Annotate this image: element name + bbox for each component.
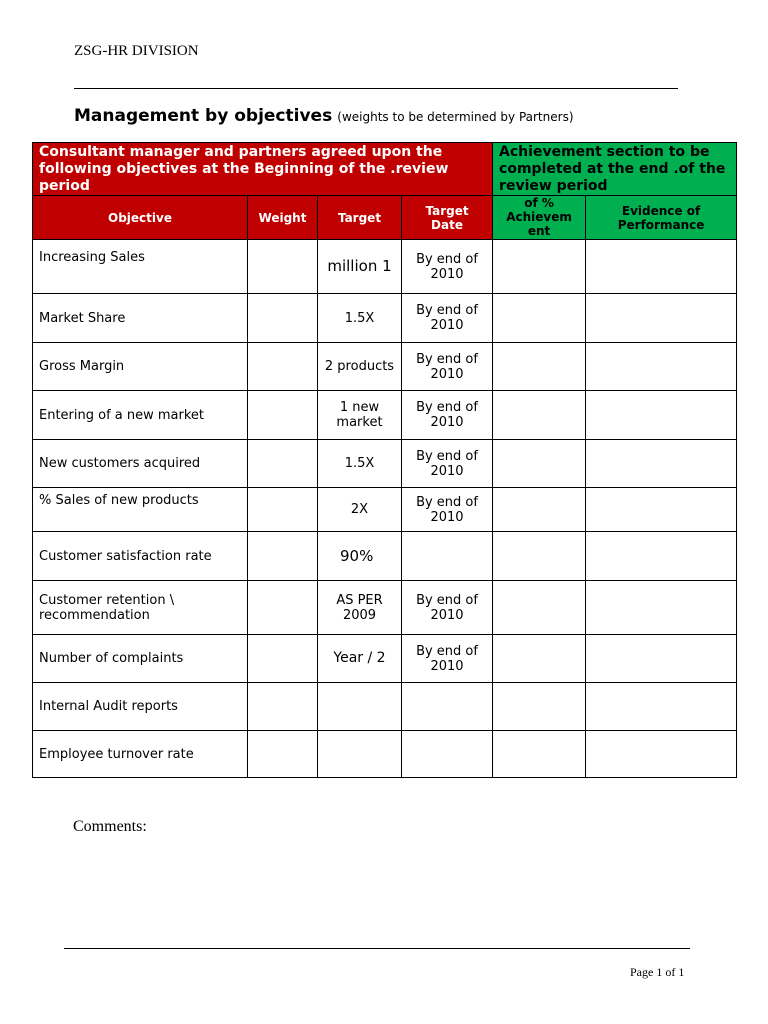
target-cell — [318, 731, 402, 778]
division-header: ZSG-HR DIVISION — [74, 43, 199, 59]
achievement-cell[interactable] — [493, 294, 586, 343]
achievement-cell[interactable] — [493, 240, 586, 294]
evidence-cell[interactable] — [586, 635, 737, 683]
page-title — [74, 106, 574, 126]
agreed-objectives-section: Consultant manager and partners agreed upon the following objectives at the Beginning of the .review period — [33, 143, 493, 196]
target-date-cell: By end of 2010 — [402, 240, 493, 294]
evidence-cell[interactable] — [586, 391, 737, 440]
objective-cell: Entering of a new market — [33, 391, 248, 440]
target-cell: 2 products — [318, 343, 402, 391]
weight-cell[interactable] — [248, 635, 318, 683]
evidence-cell[interactable] — [586, 240, 737, 294]
weight-cell[interactable] — [248, 532, 318, 581]
target-date-cell — [402, 532, 493, 581]
col-header-evidence: Evidence of Performance — [586, 196, 737, 240]
table-row — [33, 240, 737, 294]
table-row — [33, 440, 737, 488]
evidence-cell[interactable] — [586, 532, 737, 581]
evidence-cell[interactable] — [586, 683, 737, 731]
objective-cell: Number of complaints — [33, 635, 248, 683]
target-cell: Year / 2 — [318, 635, 402, 683]
weight-cell[interactable] — [248, 294, 318, 343]
target-date-cell: By end of 2010 — [402, 635, 493, 683]
weight-cell[interactable] — [248, 343, 318, 391]
col-header-target: Target — [318, 196, 402, 240]
achievement-cell[interactable] — [493, 532, 586, 581]
achievement-cell[interactable] — [493, 635, 586, 683]
target-date-cell: By end of 2010 — [402, 391, 493, 440]
achievement-cell[interactable] — [493, 683, 586, 731]
objective-cell: Customer satisfaction rate — [33, 532, 248, 581]
col-header-target-date: Target Date — [402, 196, 493, 240]
col-header-weight: Weight — [248, 196, 318, 240]
weight-cell[interactable] — [248, 683, 318, 731]
page-number: Page 1 of 1 — [630, 965, 685, 979]
target-cell: 1.5X — [318, 440, 402, 488]
table-row — [33, 391, 737, 440]
title-subtitle: (weights to be determined by Partners) — [337, 110, 574, 124]
weight-cell[interactable] — [248, 488, 318, 532]
evidence-cell[interactable] — [586, 581, 737, 635]
col-header-objective: Objective — [33, 196, 248, 240]
evidence-cell[interactable] — [586, 731, 737, 778]
target-cell: AS PER 2009 — [318, 581, 402, 635]
weight-cell[interactable] — [248, 581, 318, 635]
achievement-cell[interactable] — [493, 581, 586, 635]
objective-cell: Employee turnover rate — [33, 731, 248, 778]
achievement-cell[interactable] — [493, 343, 586, 391]
target-date-cell: By end of 2010 — [402, 440, 493, 488]
table-row — [33, 532, 737, 581]
table-row — [33, 343, 737, 391]
target-cell: 2X — [318, 488, 402, 532]
target-cell: 1.5X — [318, 294, 402, 343]
evidence-cell[interactable] — [586, 343, 737, 391]
footer-rule — [64, 948, 690, 949]
target-cell — [318, 683, 402, 731]
weight-cell[interactable] — [248, 391, 318, 440]
weight-cell[interactable] — [248, 240, 318, 294]
achievement-section: Achievement section to be completed at the end .of the review period — [493, 143, 737, 196]
target-date-cell: By end of 2010 — [402, 581, 493, 635]
title-main: Management by objectives — [74, 106, 333, 126]
objective-cell: % Sales of new products — [33, 488, 248, 532]
table-row — [33, 488, 737, 532]
weight-cell[interactable] — [248, 731, 318, 778]
table-row — [33, 683, 737, 731]
table-row — [33, 294, 737, 343]
target-date-cell: By end of 2010 — [402, 294, 493, 343]
target-date-cell: By end of 2010 — [402, 488, 493, 532]
achievement-cell[interactable] — [493, 440, 586, 488]
col-header-achievement: of % Achievem ent — [493, 196, 586, 240]
achievement-cell[interactable] — [493, 731, 586, 778]
objective-cell: Gross Margin — [33, 343, 248, 391]
objective-cell: New customers acquired — [33, 440, 248, 488]
comments-label: Comments: — [73, 818, 147, 835]
objective-cell: Increasing Sales — [33, 240, 248, 294]
achievement-cell[interactable] — [493, 391, 586, 440]
target-cell: 90% — [318, 532, 402, 581]
objective-cell: Customer retention \ recommendation — [33, 581, 248, 635]
target-cell: million 1 — [318, 240, 402, 294]
achievement-cell[interactable] — [493, 488, 586, 532]
table-row — [33, 581, 737, 635]
target-date-cell — [402, 731, 493, 778]
table-row — [33, 731, 737, 778]
evidence-cell[interactable] — [586, 440, 737, 488]
objective-cell: Internal Audit reports — [33, 683, 248, 731]
target-cell: 1 new market — [318, 391, 402, 440]
header-rule — [74, 88, 678, 89]
weight-cell[interactable] — [248, 440, 318, 488]
evidence-cell[interactable] — [586, 294, 737, 343]
evidence-cell[interactable] — [586, 488, 737, 532]
objectives-table — [32, 142, 737, 778]
target-date-cell — [402, 683, 493, 731]
table-row — [33, 635, 737, 683]
objective-cell: Market Share — [33, 294, 248, 343]
target-date-cell: By end of 2010 — [402, 343, 493, 391]
